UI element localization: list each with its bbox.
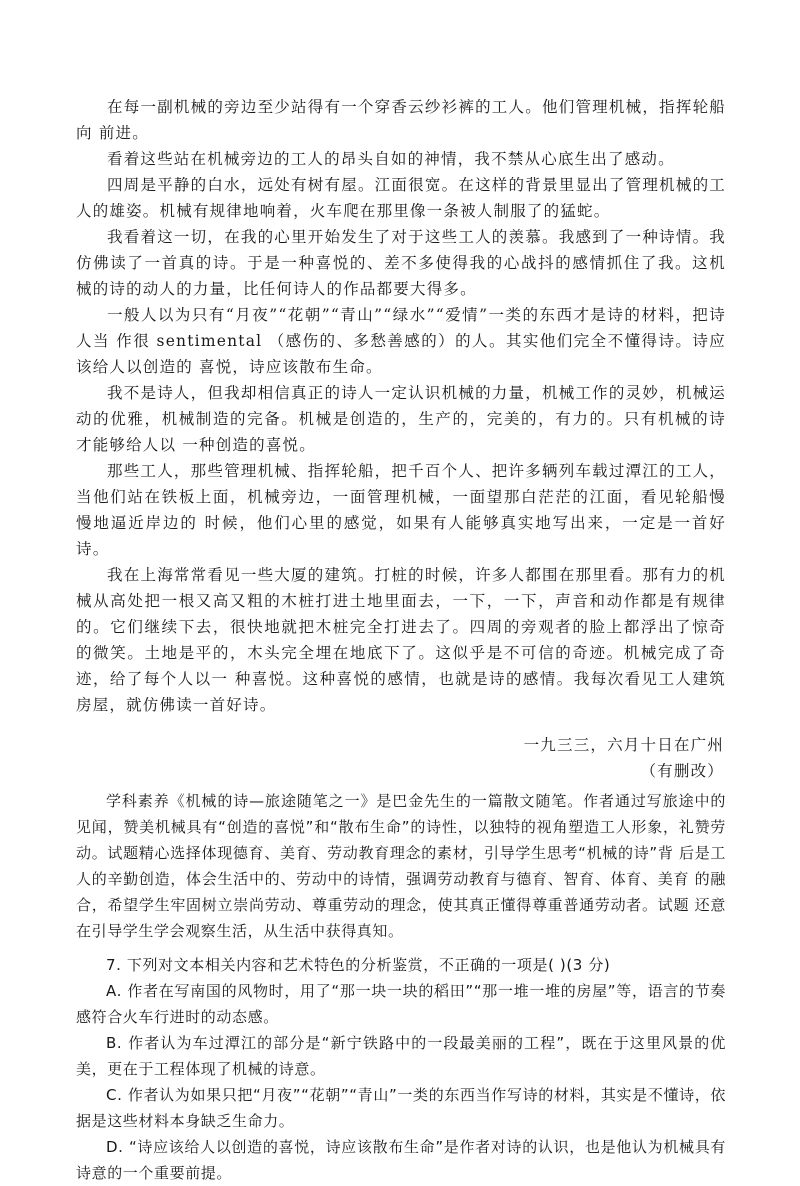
- option-b[interactable]: B. 作者认为车过潭江的部分是“新宁铁路中的一段最美丽的工程”，既在于这里风景的优 美，更在于工程体现了机械的诗意。: [76, 1034, 726, 1078]
- option-d[interactable]: D. “诗应该给人以创造的喜悦，诗应该散布生命”是作者对诗的认识，也是他认为机械具有 诗意的一个重要前提。: [76, 1138, 726, 1182]
- question-block: [76, 952, 726, 1186]
- essay-paragraph: 我在上海常常看见一些大厦的建筑。打桩的时候，许多人都围在那里看。那有力的机械从高处把一根又高又粗的木桩打进土地里面去，一下，一下，声音和动作都是有规律的。它们继续下去，很快地就把木桩完全打进去了。四周的旁观者的脸上都浮出了惊奇的微笑。土地是平的，木头完全埋在地底下了。这似乎是不可信的奇迹。机械完成了奇迹，给了每个人以一 种喜悦。这种喜悦的感情，也就是诗的感情。我每次看见工人建筑房屋，就仿佛读一首好诗。: [76, 566, 726, 714]
- essay-paragraph: 在每一副机械的旁边至少站得有一个穿香云纱衫裤的工人。他们管理机械，指挥轮船向 前进。: [76, 98, 726, 142]
- option-c[interactable]: C. 作者认为如果只把“月夜”“花朝”“青山”一类的东西当作写诗的材料，其实是不懂诗，依 据是这些材料本身缺乏生命力。: [76, 1086, 726, 1130]
- essay-body: [76, 94, 726, 784]
- essay-date-line: 一九三三，六月十日在广州: [523, 736, 724, 754]
- essay-paragraph: 那些工人，那些管理机械、指挥轮船，把千百个人、把许多辆列车载过潭江的工人，当他们站在铁板上面，机械旁边，一面管理机械，一面望那白茫茫的江面，看见轮船慢慢地逼近岸边的 时候，他们心里的感觉，如果有人能够真实地写出来，一定是一首好诗。: [76, 462, 726, 558]
- essay-paragraph: 看着这些站在机械旁边的工人的昂头自如的神情，我不禁从心底生出了感动。: [107, 150, 675, 168]
- essay-source-note: （有删改）: [640, 762, 724, 780]
- essay-paragraph: 四周是平静的白水，远处有树有屋。江面很宽。在这样的背景里显出了管理机械的工人的雄姿。机械有规律地响着，火车爬在那里像一条被人制服了的猛蛇。: [76, 176, 726, 220]
- essay-paragraph: 我不是诗人，但我却相信真正的诗人一定认识机械的力量，机械工作的灵妙，机械运动的优雅，机械制造的完备。机械是创造的，生产的，完美的，有力的。只有机械的诗才能够给人以 一种创造的喜悦。: [76, 384, 726, 454]
- option-a[interactable]: A. 作者在写南国的风物时，用了“那一块一块的稻田”“那一堆一堆的房屋”等，语言的节奏 感符合火车行进时的动态感。: [76, 982, 726, 1026]
- essay-paragraph: 一般人以为只有“月夜”“花朝”“青山”“绿水”“爱情”一类的东西才是诗的材料，把诗人当 作很 sentimental （感伤的、多愁善感的）的人。其实他们完全不懂得诗。诗应该给人以创造的 喜悦，诗应该散布生命。: [76, 306, 726, 376]
- exam-page: [76, 94, 726, 1186]
- literacy-note: 学科素养《机械的诗—旅途随笔之一》是巴金先生的一篇散文随笔。作者通过写旅途中的见闻，赞美机械具有“创造的喜悦”和“散布生命”的诗性，以独特的视角塑造工人形象，礼赞劳动。试题精心选择体现德育、美育、劳动教育理念的素材，引导学生思考“机械的诗”背 后是工人的辛勤创造，体会生活中的、劳动中的诗情，强调劳动教育与德育、智育、体育、美育 的融合，希望学生牢固树立崇尚劳动、尊重劳动的理念，使其真正懂得尊重普通劳动者。试题 还意在引导学生学会观察生活，从生活中获得真知。: [76, 792, 726, 940]
- question-stem: 7. 下列对文本相关内容和艺术特色的分析鉴赏，不正确的一项是( )(3 分): [106, 956, 611, 974]
- essay-paragraph: 我看着这一切，在我的心里开始发生了对于这些工人的羡慕。我感到了一种诗情。我仿佛读了一首真的诗。于是一种喜悦的、差不多使得我的心战抖的感情抓住了我。这机械的诗的动人的力量，比任何诗人的作品都要大得多。: [76, 228, 726, 298]
